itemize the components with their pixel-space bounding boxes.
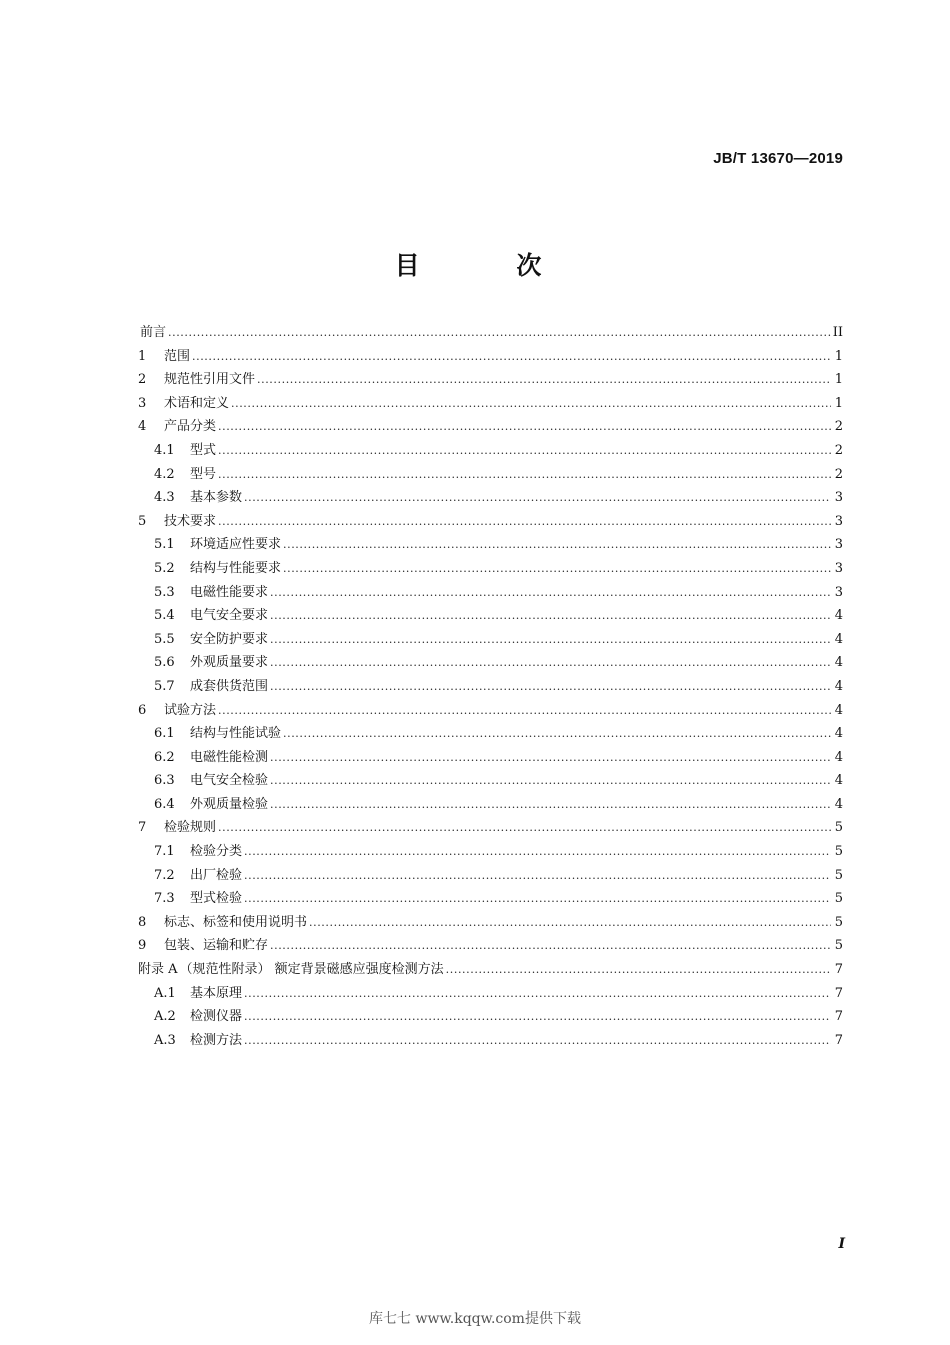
toc-entry-label: 型号 [190, 466, 217, 482]
toc-entry[interactable] [138, 911, 843, 935]
toc-entry[interactable] [138, 604, 843, 628]
toc-entry-page: 1 [834, 395, 843, 411]
toc-entry[interactable] [138, 793, 843, 817]
toc-entry[interactable] [138, 392, 843, 416]
toc-entry-number: 9 [138, 938, 147, 954]
dot-leader [218, 703, 831, 718]
toc-entry[interactable] [138, 816, 843, 840]
dot-leader [192, 349, 831, 364]
toc-entry-page: 4 [834, 702, 843, 718]
toc-entry-label: 出厂检验 [190, 867, 243, 883]
toc-entry-label: 术语和定义 [164, 395, 230, 411]
dot-leader [168, 325, 831, 340]
toc-entry-page: 4 [834, 749, 843, 765]
toc-entry[interactable] [138, 439, 843, 463]
toc-entry[interactable] [138, 746, 843, 770]
dot-leader [270, 773, 831, 788]
dot-leader [270, 797, 831, 812]
toc-entry-label: 检测方法 [190, 1032, 243, 1048]
toc-entry-page: 5 [834, 914, 843, 930]
dot-leader [270, 585, 831, 600]
toc-entry-number: 6.1 [154, 726, 175, 742]
toc-entry-number: 5.4 [154, 608, 175, 624]
toc-entry-number: 1 [138, 348, 147, 364]
toc-entry[interactable] [138, 533, 843, 557]
toc-entry-number: 4.2 [154, 466, 175, 482]
toc-entry-page: 5 [834, 820, 843, 836]
toc-entry-label: 产品分类 [164, 419, 217, 435]
toc-entry-page: 3 [834, 560, 843, 576]
dot-leader [244, 1009, 831, 1024]
toc-entry-label: 成套供货范围 [190, 678, 269, 694]
toc-entry[interactable] [138, 463, 843, 487]
toc-entry-number: 7.3 [154, 891, 175, 907]
toc-entry-label: 检验分类 [190, 844, 243, 860]
toc-entry-page: 3 [834, 513, 843, 529]
page-number: I [838, 1236, 845, 1252]
dot-leader [218, 419, 831, 434]
toc-entry[interactable] [138, 864, 843, 888]
toc-entry[interactable] [138, 368, 843, 392]
dot-leader [309, 915, 831, 930]
toc-entry-page: 7 [834, 1032, 843, 1048]
toc-entry-page: 4 [834, 773, 843, 789]
toc-entry-label: 外观质量要求 [190, 655, 269, 671]
toc-entry-label: 型式检验 [190, 891, 243, 907]
toc-entry[interactable] [138, 934, 843, 958]
dot-leader [270, 750, 831, 765]
dot-leader [218, 820, 831, 835]
dot-leader [283, 537, 831, 552]
dot-leader [218, 443, 831, 458]
toc-entry-page: 5 [834, 844, 843, 860]
toc-entry-page: 4 [834, 726, 843, 742]
toc-entry-number: 4.1 [154, 442, 175, 458]
toc-entry-number: 附录 A [138, 962, 178, 978]
toc-entry-label: 电磁性能检测 [190, 749, 269, 765]
dot-leader [283, 726, 831, 741]
dot-leader [244, 891, 831, 906]
dot-leader [244, 490, 831, 505]
toc-entry[interactable] [138, 769, 843, 793]
dot-leader [244, 844, 831, 859]
toc-entry[interactable] [138, 486, 843, 510]
toc-entry-label: 规范性引用文件 [164, 372, 256, 388]
toc-entry-number: 6.4 [154, 796, 175, 812]
toc-entry-label: 检测仪器 [190, 1009, 243, 1025]
toc-entry-page: 4 [834, 678, 843, 694]
toc-entry-page: 4 [834, 655, 843, 671]
toc-entry[interactable] [138, 628, 843, 652]
toc-entry-page: 4 [834, 631, 843, 647]
dot-leader [283, 561, 831, 576]
toc-entry-label: 电磁性能要求 [190, 584, 269, 600]
toc-entry-number: 4.3 [154, 490, 175, 506]
toc-entry-number: 7.2 [154, 867, 175, 883]
toc-entry-label: 安全防护要求 [190, 631, 269, 647]
table-of-contents [138, 321, 843, 1052]
dot-leader [446, 962, 831, 977]
dot-leader [218, 467, 831, 482]
toc-entry-label: 范围 [164, 348, 191, 364]
toc-entry-number: 2 [138, 372, 147, 388]
toc-entry[interactable] [138, 510, 843, 534]
toc-entry-page: 2 [834, 466, 843, 482]
toc-entry[interactable] [138, 675, 843, 699]
toc-entry-number: A.1 [154, 985, 176, 1001]
toc-entry-page: 1 [834, 372, 843, 388]
dot-leader [270, 632, 831, 647]
toc-entry-label: 电气安全检验 [190, 773, 269, 789]
toc-entry-label: 前言 [140, 325, 167, 340]
toc-entry-page: 5 [834, 867, 843, 883]
toc-entry-number: 5.1 [154, 537, 175, 553]
toc-entry-number: 5.3 [154, 584, 175, 600]
dot-leader [270, 608, 831, 623]
toc-entry[interactable] [138, 415, 843, 439]
toc-entry-page: 1 [834, 348, 843, 364]
toc-entry-label: 标志、标签和使用说明书 [164, 914, 308, 930]
toc-entry-label: 技术要求 [164, 513, 217, 529]
toc-entry-page: 2 [834, 419, 843, 435]
dot-leader [231, 396, 831, 411]
toc-entry-label: 电气安全要求 [190, 608, 269, 624]
toc-entry-number: 7 [138, 820, 147, 836]
toc-entry-label: 结构与性能要求 [190, 560, 282, 576]
dot-leader [218, 514, 831, 529]
toc-entry-number: 5 [138, 513, 147, 529]
toc-entry[interactable] [138, 651, 843, 675]
toc-entry-label: 结构与性能试验 [190, 726, 282, 742]
toc-entry[interactable] [138, 699, 843, 723]
dot-leader [270, 679, 831, 694]
toc-entry-page: 3 [834, 490, 843, 506]
toc-entry-page: 7 [834, 962, 843, 978]
toc-entry-label: 基本参数 [190, 490, 243, 506]
toc-entry[interactable] [138, 557, 843, 581]
toc-entry-number: 3 [138, 395, 147, 411]
toc-entry[interactable] [138, 887, 843, 911]
toc-entry-page: II [832, 325, 843, 340]
watermark-text: 库七七 www.kqqw.com提供下载 [369, 1311, 581, 1327]
dot-leader [270, 938, 831, 953]
toc-entry[interactable] [138, 722, 843, 746]
toc-entry-page: 5 [834, 891, 843, 907]
toc-entry[interactable] [138, 581, 843, 605]
toc-entry-page: 4 [834, 608, 843, 624]
toc-entry[interactable] [138, 321, 843, 345]
toc-entry-number: A.3 [154, 1032, 176, 1048]
toc-entry-number: 5.7 [154, 678, 175, 694]
toc-entry-number: 6.2 [154, 749, 175, 765]
toc-entry[interactable] [138, 345, 843, 369]
toc-entry[interactable] [138, 840, 843, 864]
toc-entry[interactable] [138, 1029, 843, 1053]
toc-entry-number: 6.3 [154, 773, 175, 789]
toc-entry-number: A.2 [154, 1009, 176, 1025]
toc-entry[interactable] [138, 958, 843, 982]
toc-entry-label: 外观质量检验 [190, 796, 269, 812]
toc-entry-number: 5.5 [154, 631, 175, 647]
page-title: 目 次 [394, 251, 586, 280]
toc-entry-page: 7 [834, 985, 843, 1001]
dot-leader [244, 986, 831, 1001]
toc-entry[interactable] [138, 1005, 843, 1029]
toc-entry-page: 3 [834, 584, 843, 600]
dot-leader [244, 1033, 831, 1048]
toc-entry-number: 6 [138, 702, 147, 718]
toc-entry-label: 检验规则 [164, 820, 217, 836]
toc-entry-label: 型式 [190, 442, 217, 458]
toc-entry-page: 4 [834, 796, 843, 812]
toc-entry-number: 8 [138, 914, 147, 930]
document-code: JB/T 13670—2019 [713, 150, 843, 167]
toc-entry-page: 5 [834, 938, 843, 954]
toc-entry-label: 试验方法 [164, 702, 217, 718]
toc-entry-label: 环境适应性要求 [190, 537, 282, 553]
toc-entry-label: （规范性附录） 额定背景磁感应强度检测方法 [179, 962, 444, 978]
toc-entry-label: 基本原理 [190, 985, 243, 1001]
toc-entry[interactable] [138, 982, 843, 1006]
toc-entry-number: 4 [138, 419, 147, 435]
dot-leader [270, 655, 831, 670]
dot-leader [244, 868, 831, 883]
toc-entry-number: 5.2 [154, 560, 175, 576]
toc-entry-number: 7.1 [154, 844, 175, 860]
dot-leader [257, 372, 831, 387]
toc-entry-page: 7 [834, 1009, 843, 1025]
toc-entry-page: 2 [834, 442, 843, 458]
toc-entry-label: 包装、运输和贮存 [164, 938, 269, 954]
toc-entry-number: 5.6 [154, 655, 175, 671]
toc-entry-page: 3 [834, 537, 843, 553]
